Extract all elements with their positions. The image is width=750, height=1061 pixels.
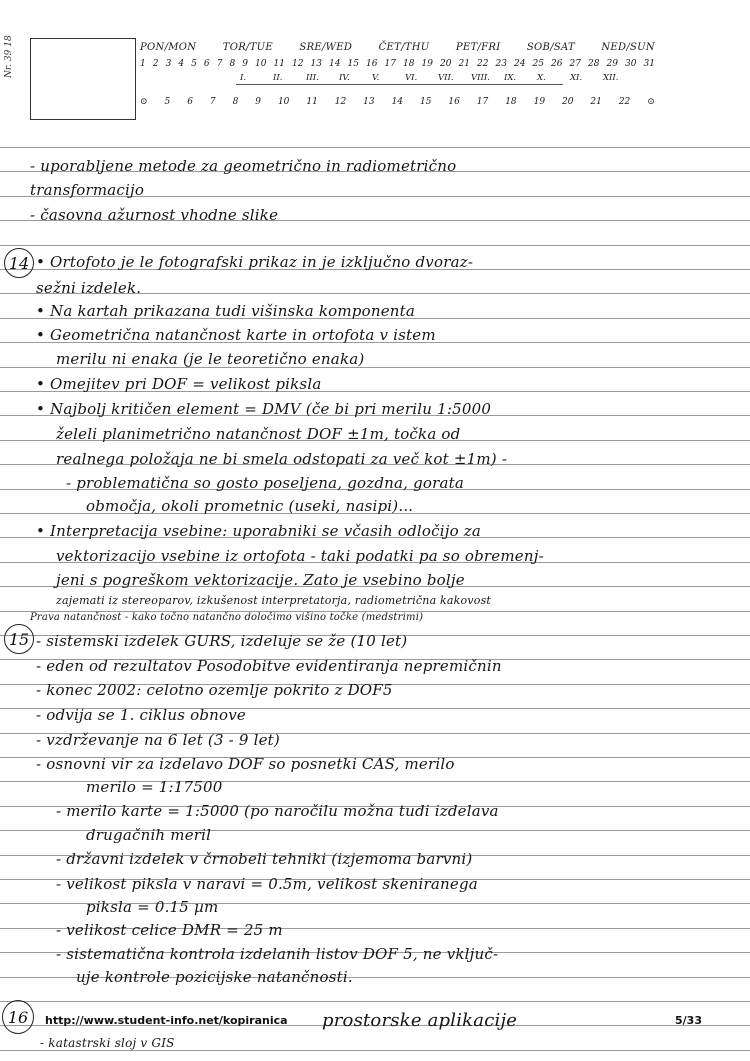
calendar-date: 12 [292,59,304,69]
calendar-date: 7 [216,59,223,69]
calendar-dates [140,59,655,69]
calendar-bottom-number: 18 [505,97,517,107]
calendar-bottom-number: 20 [562,97,574,107]
calendar-bottom-number: 15 [419,97,432,107]
note-line: • Ortofoto je le fotografski prikaz in je izključno dvorаz- [36,253,474,271]
calendar-bottom-number: 5 [164,97,171,107]
calendar-bottom-number: 9 [255,97,261,107]
calendar-bottom-number: 21 [590,97,602,107]
note-line: • Geometrična natančnost karte in ortofota v istem [36,326,436,344]
calendar-marker-icon: ⊙ [647,97,655,107]
calendar-date: 31 [643,59,655,69]
calendar-bottom-number: 10 [277,97,290,107]
calendar-day-name: PON/MON [140,42,197,53]
margin-mark: Nr. 39 18 [4,35,14,78]
note-line: - osnovni vir za izdelavo DOF so posnetki CAS, merilo [36,755,455,773]
calendar-date: 4 [178,59,185,69]
calendar-bottom-number: 12 [334,97,347,107]
calendar-week: IX. [504,73,517,83]
section-number-14: 14 [4,248,34,278]
calendar-week: III. [306,73,319,83]
calendar-date: 15 [347,59,359,69]
calendar-date: 25 [532,59,544,69]
note-line: - konec 2002: celotno ozemlje pokrito z DOF5 [36,681,393,699]
page-number: 5/33 [675,1014,702,1027]
note-line: uje kontrole pozicijske natančnosti. [76,968,353,986]
calendar-bottom-number: 17 [476,97,489,107]
calendar-date: 6 [203,59,210,69]
ruled-line [0,147,750,148]
calendar-week: I. [240,73,247,83]
ruled-line [0,1001,750,1002]
note-line: - velikost piksla v naravi = 0.5m, velikost skeniranega [56,875,478,893]
note-line: - merilo karte = 1:5000 (po naročilu možna tudi izdelava [56,802,499,820]
calendar-day-names [140,42,655,53]
calendar-week: XII. [603,73,619,83]
note-line: - vzdrževanje na 6 let (3 - 9 let) [36,731,280,749]
calendar-week: VII. [438,73,454,83]
calendar-date: 17 [384,59,396,69]
calendar-date: 11 [273,59,285,69]
note-line: - sistematična kontrola izdelanih listov DOF 5, ne vključ- [56,945,499,963]
note-line: realnega položaja ne bi smela odstopati za več kot ±1m) - [56,450,508,468]
section-number-16: 16 [2,1000,34,1034]
calendar-bottom-number: 6 [187,97,193,107]
calendar-date: 21 [458,59,470,69]
calendar-date: 14 [329,59,341,69]
calendar-week: VIII. [471,73,490,83]
calendar-bottom-number: 11 [306,97,318,107]
calendar-date: 19 [421,59,433,69]
calendar-bottom-number: 13 [363,97,375,107]
calendar-date: 5 [191,59,197,69]
note-line: transformacijo [30,181,145,199]
calendar-date: 8 [229,59,236,69]
calendar-date: 29 [606,59,618,69]
calendar-date: 1 [140,59,146,69]
note-line: Prava natančnost - kako točno natančno določimo višino točke (medstrimi) [30,612,424,623]
calendar-bottom-number: 22 [618,97,631,107]
calendar-day-name: SRE/WED [299,42,353,53]
note-line: - odvija se 1. ciklus obnove [36,706,247,724]
calendar-week: II. [273,73,283,83]
calendar-date: 3 [165,59,172,69]
calendar-weeks [140,73,655,87]
calendar-day-name: TOR/TUE [222,42,274,53]
calendar-bottom-number: 7 [209,97,216,107]
note-line: merilu ni enaka (je le teoretično enaka) [56,350,365,368]
calendar-bottom-number: 14 [391,97,404,107]
note-line: - eden od rezultatov Posodobitve evidentiranja nepremičnin [36,657,502,675]
calendar-day-name: SOB/SAT [526,42,575,53]
calendar-date: 22 [477,59,489,69]
note-line: - uporabljene metode za geometrično in radiometrično [30,157,457,175]
calendar-date: 13 [310,59,322,69]
calendar-date: 2 [152,59,159,69]
note-line: • Najbolj kritičen element = DMV (če bi pri merilu 1:5000 [36,400,492,418]
note-line: - velikost celice DMR = 25 m [56,921,283,939]
calendar-day-name: NED/SUN [601,42,655,53]
calendar-bottom-row [140,97,655,107]
note-line: drugačnih meril [86,826,212,844]
week-underline [236,84,563,85]
calendar-date: 16 [366,59,378,69]
note-line: vektorizacijo vsebine iz ortofota - taki podatki pa so obremenj- [56,547,544,565]
note-line: prostorske aplikacije [322,1010,518,1031]
calendar-date: 27 [569,59,581,69]
calendar-date: 28 [588,59,600,69]
calendar-date: 23 [495,59,507,69]
note-line: sežni izdelek. [36,279,142,297]
calendar-date: 20 [440,59,452,69]
calendar-date: 30 [625,59,637,69]
note-line: zajemati iz stereoparov, izkušenost interpretatorja, radiometrična kakovost [56,594,492,607]
note-line: • Omejitev pri DOF = velikost piksla [36,375,322,393]
note-line: želeli planimetrično natančnost DOF ±1m, točka od [56,425,461,443]
calendar-date: 10 [255,59,267,69]
note-line: - časovna ažurnost vhodne slike [30,206,279,224]
calendar-day-name: ČET/THU [378,42,430,53]
note-line: - sistemski izdelek GURS, izdeluje se že (10 let) [36,632,408,650]
calendar-header [140,42,655,107]
note-line: območja, okoli prometnic (useki, nasipi)... [86,497,414,515]
calendar-week: VI. [405,73,418,83]
ruled-line [0,245,750,246]
footer-url: http://www.student-info.net/kopiranica [45,1014,288,1027]
note-line: jeni s pogreškom vektorizacije. Zato je vsebino bolje [56,571,465,589]
note-line: merilo = 1:17500 [86,778,223,796]
calendar-bottom-number: 8 [232,97,239,107]
calendar-date: 18 [403,59,415,69]
empty-note-box [30,38,136,120]
calendar-week: XI. [570,73,583,83]
calendar-date: 24 [514,59,526,69]
calendar-date: 26 [551,59,563,69]
calendar-bottom-number: 19 [533,97,546,107]
calendar-week: V. [372,73,380,83]
calendar-day-name: PET/FRI [455,42,501,53]
calendar-marker-icon: ⊙ [140,97,148,107]
calendar-week: IV. [339,73,350,83]
note-line: • Na kartah prikazana tudi višinska komponenta [36,302,415,320]
note-line: - problematična so gosto poseljena, gozdna, gorata [66,474,465,492]
calendar-week: X. [537,73,546,83]
note-line: • Interpretacija vsebine: uporabniki se včasih odločijo za [36,522,482,540]
note-line: piksla = 0.15 µm [86,898,219,916]
calendar-bottom-number: 16 [448,97,460,107]
note-line: - katastrski sloj v GIS [40,1036,175,1050]
note-line: - državni izdelek v črnobeli tehniki (izjemoma barvni) [56,850,473,868]
section-number-15: 15 [4,624,34,654]
calendar-date: 9 [242,59,248,69]
